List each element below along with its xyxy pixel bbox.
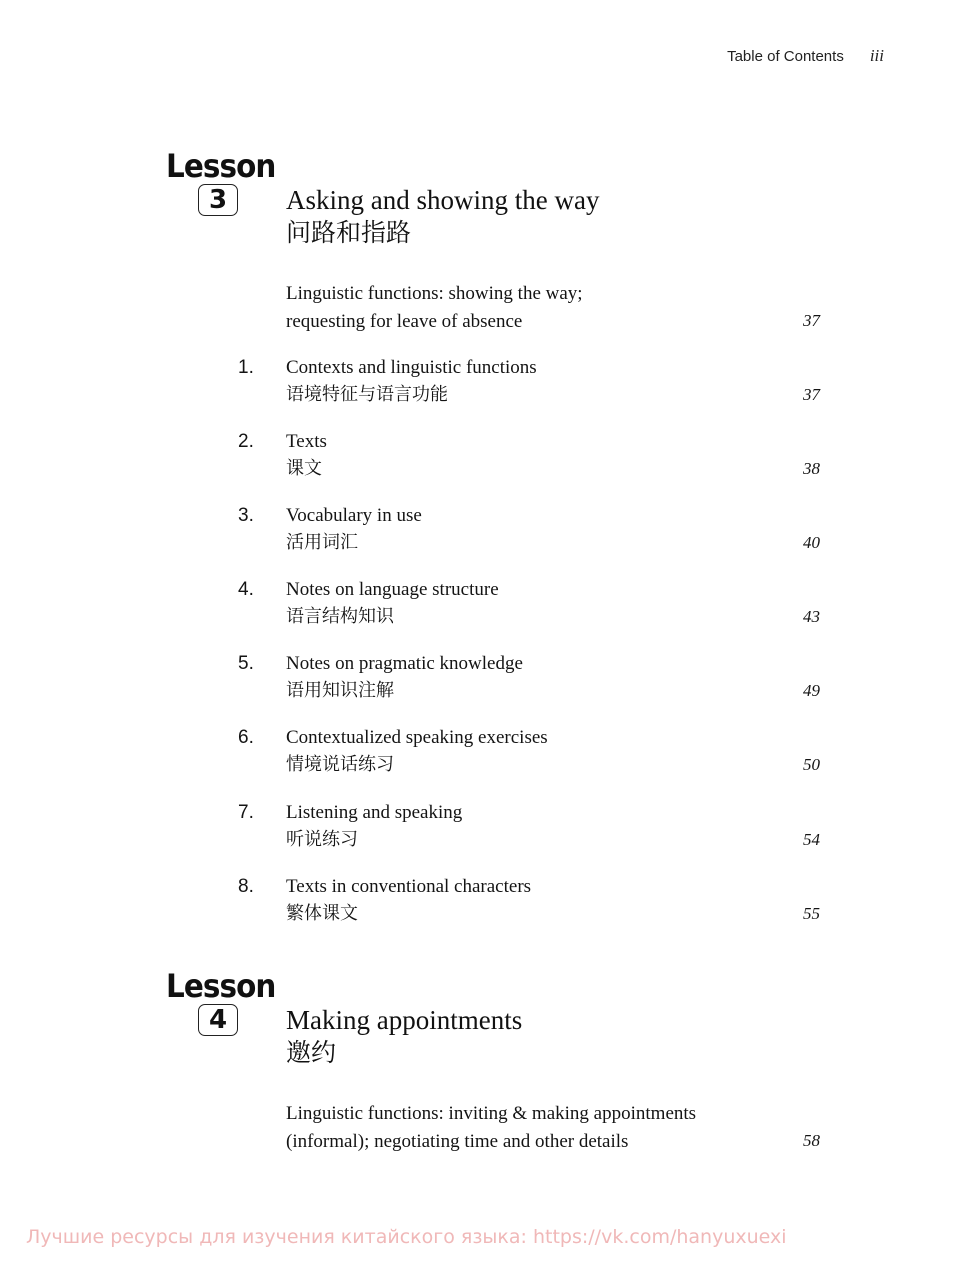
- entry-number: 2.: [238, 431, 254, 452]
- entry-title-en: Contexts and linguistic functions: [286, 357, 537, 378]
- toc-entry[interactable]: [0, 355, 960, 411]
- entry-title-zh: 繁体课文: [286, 903, 358, 924]
- entry-number: 6.: [238, 727, 254, 748]
- entry-title-zh: 情境说话练习: [286, 754, 394, 775]
- entry-title-zh: 语用知识注解: [286, 680, 394, 701]
- toc-entry[interactable]: [0, 725, 960, 781]
- entry-page-number: 55: [803, 904, 820, 923]
- entry-title-en: Vocabulary in use: [286, 505, 422, 526]
- intro-line-2: (informal); negotiating time and other details: [286, 1131, 629, 1152]
- toc-entry[interactable]: [0, 651, 960, 707]
- section-title: Table of Contents: [727, 48, 844, 65]
- entry-title-zh: 语言结构知识: [286, 606, 394, 627]
- entry-page-number: 40: [803, 533, 820, 552]
- lesson-4-intro: [286, 1100, 696, 1156]
- entry-page-number: 50: [803, 755, 820, 774]
- entry-number: 5.: [238, 653, 254, 674]
- lesson-title-zh: 邀约: [286, 1038, 337, 1067]
- intro-page-number: 37: [803, 311, 820, 330]
- entry-number: 4.: [238, 579, 254, 600]
- entry-number: 3.: [238, 505, 254, 526]
- entry-title-en: Texts: [286, 431, 327, 452]
- intro-page-number: 58: [803, 1131, 820, 1150]
- entry-title-en: Contextualized speaking exercises: [286, 727, 548, 748]
- lesson-number-badge: 4: [198, 1004, 238, 1036]
- entry-number: 7.: [238, 802, 254, 823]
- entry-title-en: Listening and speaking: [286, 802, 463, 823]
- entry-title-zh: 活用词汇: [286, 532, 358, 553]
- toc-entry[interactable]: [0, 577, 960, 633]
- running-head: [727, 46, 884, 66]
- toc-entry[interactable]: [0, 429, 960, 485]
- entry-title-en: Notes on language structure: [286, 579, 499, 600]
- entry-title-zh: 课文: [286, 458, 322, 479]
- entry-page-number: 54: [803, 830, 820, 849]
- lesson-number-badge: 3: [198, 184, 238, 216]
- lesson-title-en: Asking and showing the way: [286, 185, 600, 215]
- toc-entry[interactable]: [0, 874, 960, 930]
- entry-title-zh: 听说练习: [286, 829, 358, 850]
- lesson-label: Lesson: [166, 967, 276, 1005]
- entry-number: 8.: [238, 876, 254, 897]
- watermark-link[interactable]: Лучшие ресурсы для изучения китайского языка: https://vk.com/hanyuxuexi: [26, 1226, 787, 1248]
- entry-number: 1.: [238, 357, 254, 378]
- lesson-label: Lesson: [166, 147, 276, 185]
- lesson-title-zh: 问路和指路: [286, 218, 412, 247]
- entry-page-number: 37: [803, 385, 820, 404]
- intro-line-2: requesting for leave of absence: [286, 311, 523, 332]
- toc-entry[interactable]: [0, 800, 960, 856]
- entry-page-number: 43: [803, 607, 820, 626]
- entry-title-en: Notes on pragmatic knowledge: [286, 653, 523, 674]
- entry-page-number: 38: [803, 459, 820, 478]
- entry-title-en: Texts in conventional characters: [286, 876, 532, 897]
- intro-line-1: Linguistic functions: inviting & making appointments: [286, 1103, 697, 1124]
- entry-page-number: 49: [803, 681, 820, 700]
- toc-entry[interactable]: [0, 503, 960, 559]
- lesson-3-intro: [286, 280, 583, 336]
- intro-line-1: Linguistic functions: showing the way;: [286, 283, 583, 304]
- page-folio: iii: [869, 46, 884, 65]
- entry-title-zh: 语境特征与语言功能: [286, 384, 448, 405]
- lesson-title-en: Making appointments: [286, 1005, 523, 1035]
